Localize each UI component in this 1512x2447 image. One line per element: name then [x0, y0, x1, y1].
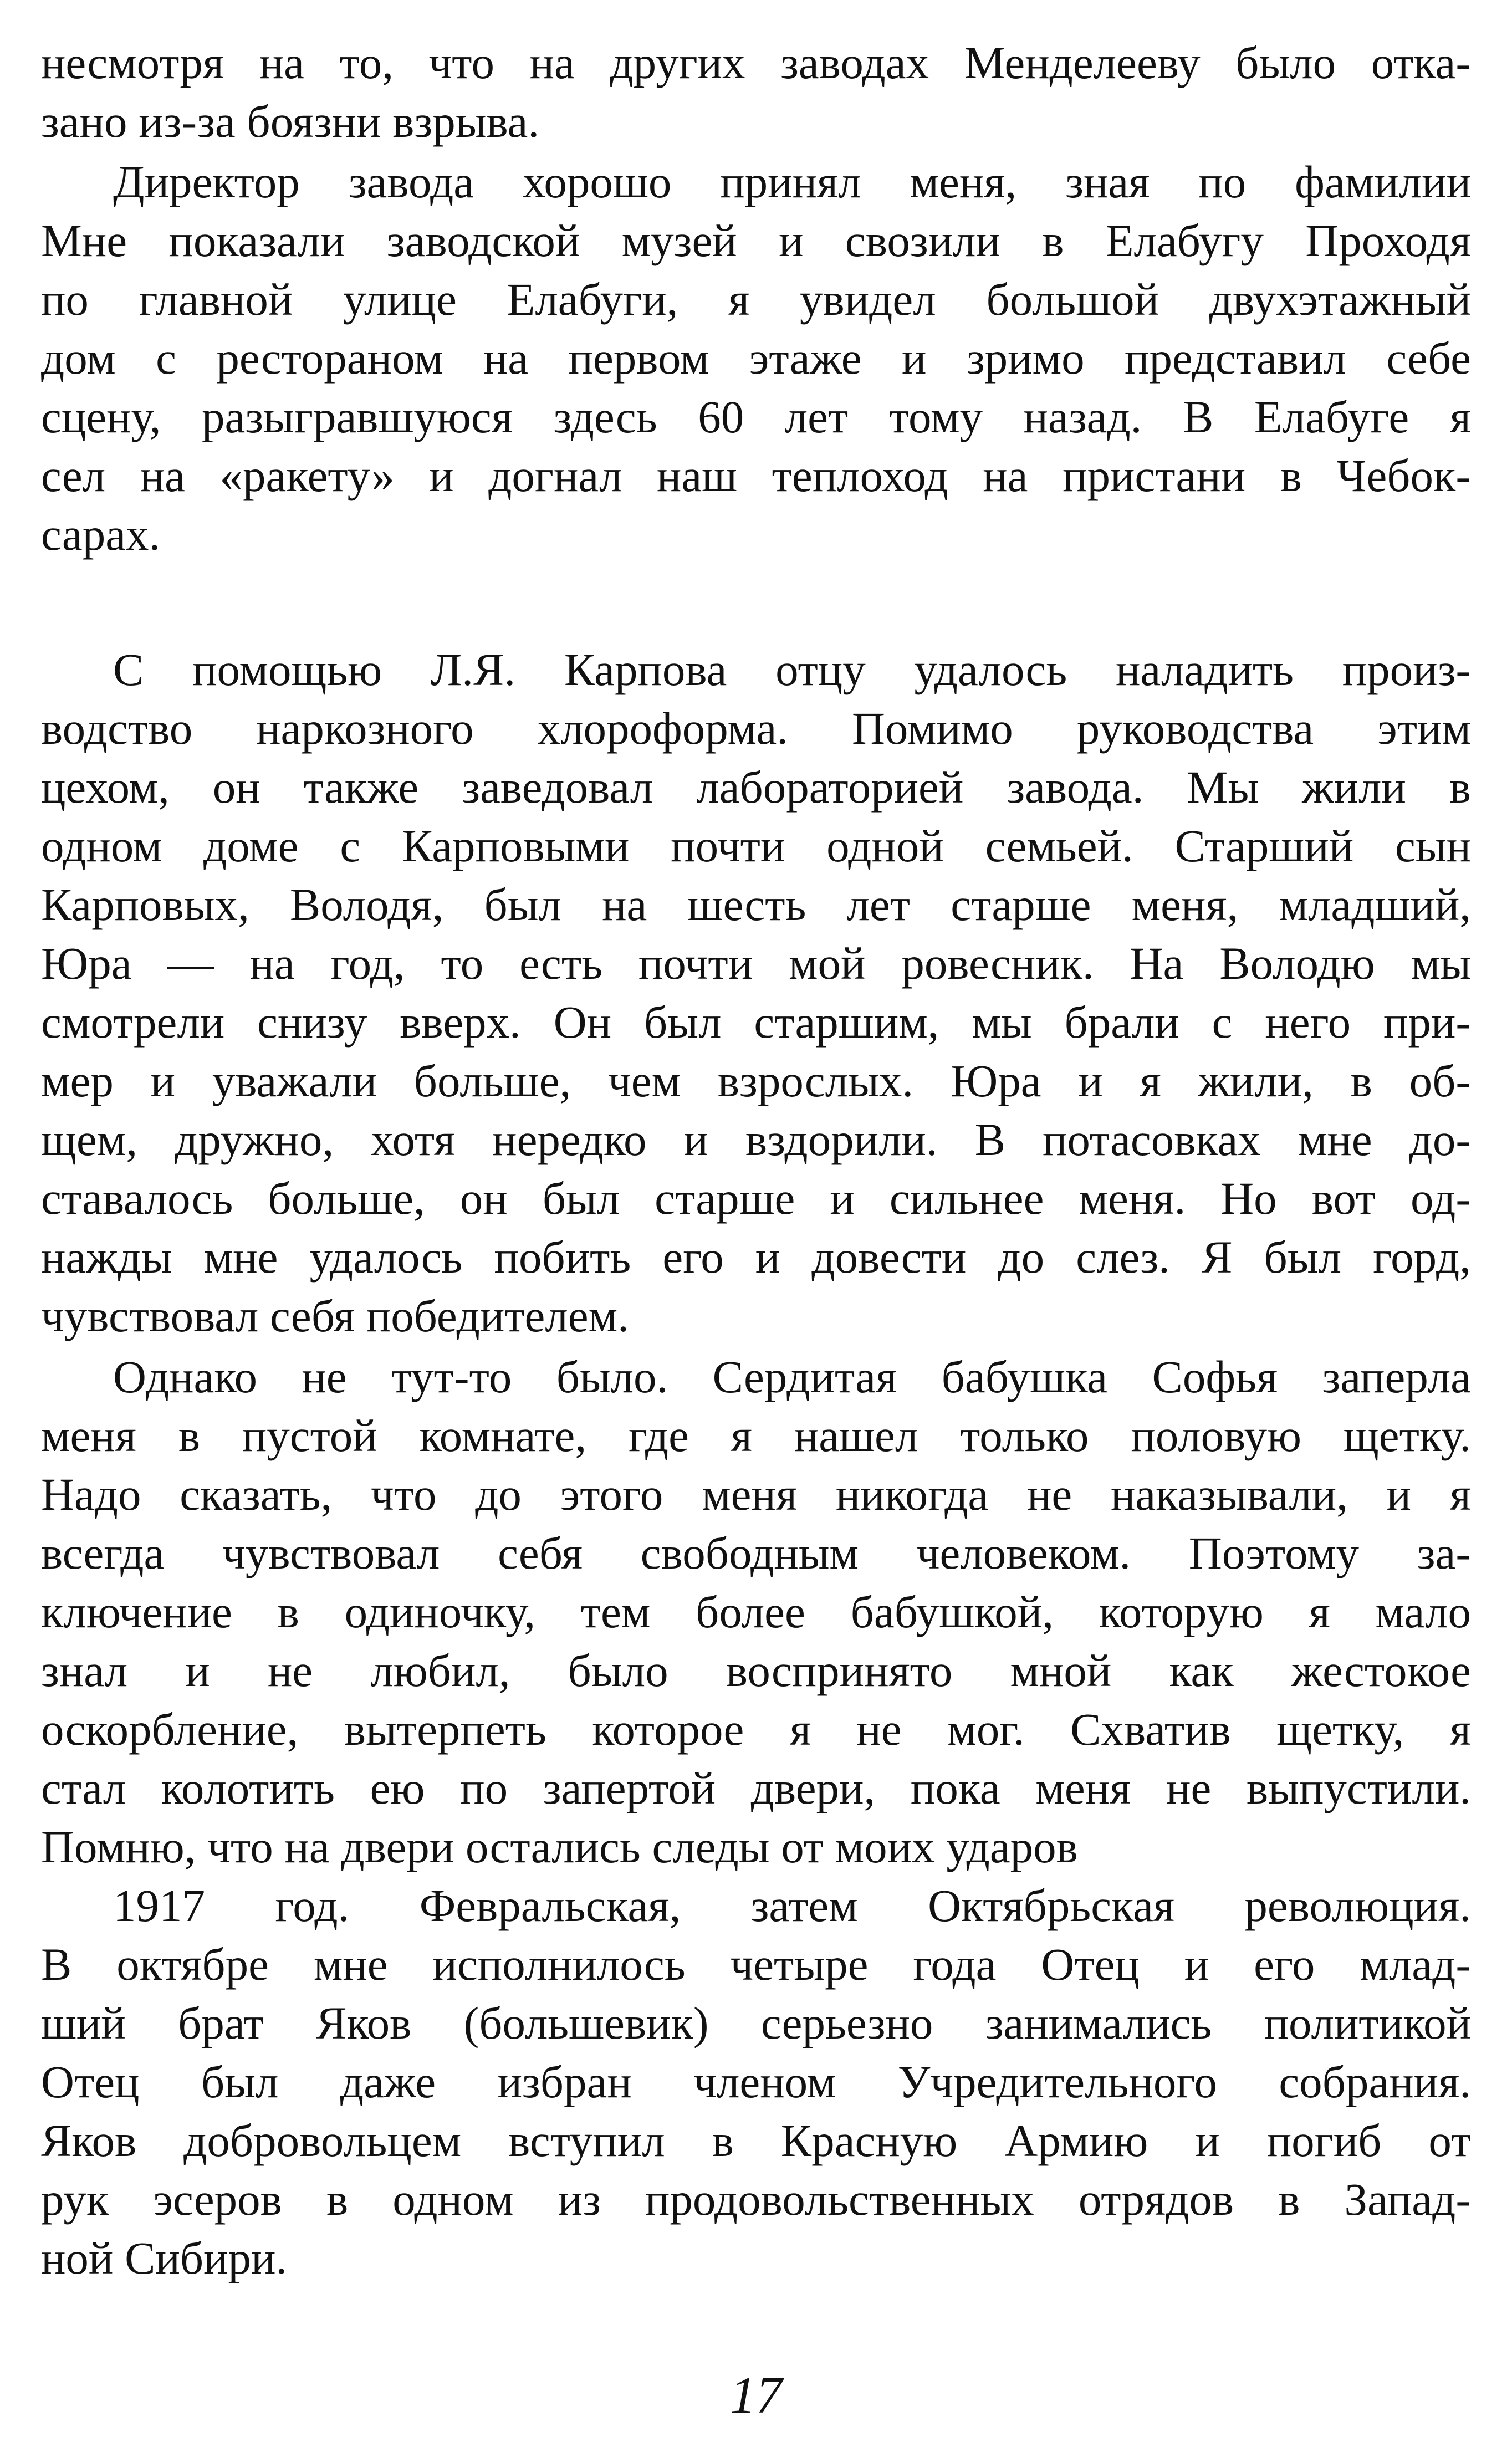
text-line: Мне показали заводской музей и свозили в Елабугу Проходя [41, 215, 1471, 266]
text-line: ший брат Яков (большевик) серьезно занимались политикой [41, 1998, 1471, 2048]
text-line: сел на «ракету» и догнал наш теплоход на пристани в Чебок- [41, 450, 1471, 501]
text-line: Директор завода хорошо принял меня, зная по фамилии [113, 156, 1471, 207]
text-line: сарах. [41, 509, 161, 560]
text-line: знал и не любил, было воспринято мной как жестокое [41, 1645, 1471, 1696]
text-line: всегда чувствовал себя свободным человеком. Поэтому за- [41, 1528, 1471, 1578]
text-line: сцену, разыгравшуюся здесь 60 лет тому назад. В Елабуге я [41, 391, 1471, 442]
text-line: несмотря на то, что на других заводах Менделееву было отка- [41, 37, 1471, 88]
text-line: по главной улице Елабуги, я увидел большой двухэтажный [41, 274, 1471, 325]
text-line: одном доме с Карповыми почти одной семьей. Старший сын [41, 820, 1471, 871]
text-line: зано из-за боязни взрыва. [41, 96, 540, 147]
text-line: щем, дружно, хотя нередко и вздорили. В потасовках мне до- [41, 1114, 1471, 1165]
page-number: 17 [730, 2367, 782, 2424]
paragraph-4 [41, 1347, 1471, 1876]
text-line: мер и уважали больше, чем взрослых. Юра и я жили, в об- [41, 1055, 1471, 1106]
text-line: цехом, он также заведовал лабораторией завода. Мы жили в [41, 762, 1471, 813]
paragraph-3 [41, 640, 1471, 1345]
text-line: Яков добровольцем вступил в Красную Армию и погиб от [41, 2115, 1471, 2166]
text-line: 1917 год. Февральская, затем Октябрьская революция. [113, 1880, 1471, 1931]
text-line: ной Сибири. [41, 2233, 288, 2283]
text-line: В октябре мне исполнилось четыре года Отец и его млад- [41, 1939, 1471, 1990]
text-line: оскорбление, вытерпеть которое я не мог. Схватив щетку, я [41, 1704, 1471, 1755]
text-line: чувствовал себя победителем. [41, 1290, 629, 1341]
text-line: С помощью Л.Я. Карпова отцу удалось наладить произ- [113, 644, 1471, 695]
text-line: рук эсеров в одном из продовольственных отрядов в Запад- [41, 2174, 1471, 2225]
text-line: ключение в одиночку, тем более бабушкой, которую я мало [41, 1586, 1471, 1637]
text-line: дом с рестораном на первом этаже и зримо представил себе [41, 333, 1471, 384]
paragraph-1 [41, 33, 1471, 151]
text-line: Юра — на год, то есть почти мой ровесник. На Володю мы [41, 938, 1471, 989]
text-line: Однако не тут-то было. Сердитая бабушка Софья заперла [113, 1351, 1471, 1402]
text-line: Надо сказать, что до этого меня никогда не наказывали, и я [41, 1469, 1471, 1520]
text-line: смотрели снизу вверх. Он был старшим, мы брали с него при- [41, 997, 1471, 1048]
text-line: Помню, что на двери остались следы от моих ударов [41, 1821, 1078, 1872]
text-line: нажды мне удалось побить его и довести до слез. Я был горд, [41, 1232, 1471, 1283]
text-line: Отец был даже избран членом Учредительного собрания. [41, 2056, 1471, 2107]
text-line: ставалось больше, он был старше и сильнее меня. Но вот од- [41, 1173, 1471, 1224]
paragraph-5 [41, 1876, 1471, 2287]
text-line: меня в пустой комнате, где я нашел только половую щетку. [41, 1410, 1471, 1461]
text-line: стал колотить ею по запертой двери, пока меня не выпустили. [41, 1763, 1471, 1813]
text-line: Карповых, Володя, был на шесть лет старше меня, младший, [41, 879, 1471, 930]
paragraph-2 [41, 152, 1471, 564]
text-line: водство наркозного хлороформа. Помимо руководства этим [41, 703, 1471, 754]
